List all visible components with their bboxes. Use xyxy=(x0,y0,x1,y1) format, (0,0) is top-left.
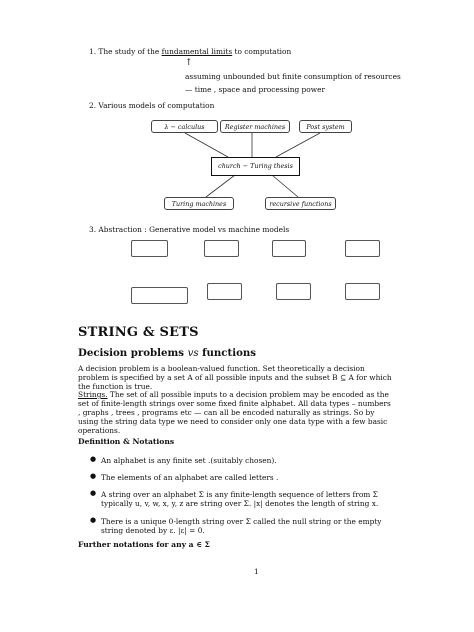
resources-detail: — time , space and processing power xyxy=(185,85,325,94)
item-text: Abstraction : Generative model vs machine models xyxy=(98,225,290,234)
section-title xyxy=(78,325,199,340)
fundamental-limits-text: fundamental limits xyxy=(161,47,233,56)
box-label: church − Turing thesis xyxy=(218,162,293,170)
strings-lead: Strings. xyxy=(78,390,108,399)
empty-box xyxy=(204,240,239,257)
resources-note: assuming unbounded but finite consumption of resources xyxy=(185,72,401,81)
subtitle-vs: vs xyxy=(187,348,199,359)
item-number: 1. xyxy=(89,47,97,56)
box-label: recursive functions xyxy=(269,200,332,208)
connector-recursive xyxy=(272,175,298,197)
definitions-heading-text: Definition & Notations xyxy=(78,437,175,446)
connector-post xyxy=(276,133,320,157)
strings-paragraph xyxy=(78,390,393,435)
page-number: 1 xyxy=(254,567,259,576)
section-title-text: STRING & SETS xyxy=(78,325,199,340)
item-number: 3. xyxy=(89,225,97,234)
subtitle-post: functions xyxy=(202,347,257,359)
register-machines-box xyxy=(220,120,290,133)
bullet-icon: ● xyxy=(90,516,97,524)
item-text: Various models of computation xyxy=(98,101,215,110)
bullet-item-1: An alphabet is any finite set .(suitably chosen). xyxy=(101,456,277,465)
definitions-heading xyxy=(78,437,174,446)
empty-box xyxy=(276,283,311,300)
empty-box xyxy=(207,283,242,300)
further-notations-heading xyxy=(78,540,210,549)
paragraph-text: The set of all possible inputs to a decision problem may be encoded as the set of finite-length strings over some fixed finite alphabet. All data types – numbers , graphs , trees , programs etc — can all be encoded naturally as strings. So by using the string data type we need to consider only one data type with a few basic operations. xyxy=(78,390,391,435)
connector-lambda xyxy=(185,133,228,157)
section-subtitle xyxy=(78,347,256,359)
decision-problem-paragraph xyxy=(78,364,393,391)
bullet-icon: ● xyxy=(90,472,97,480)
box-label: Post system xyxy=(306,123,345,131)
list-item-3 xyxy=(89,225,289,234)
bullet-item-3: A string over an alphabet Σ is any finite-length sequence of letters from Σ typically u, v, w, x, y, z are string over Σ. |x| denotes the length of string x. xyxy=(101,490,379,508)
turing-machines-box xyxy=(164,197,234,210)
item-text-pre: The study of the xyxy=(98,47,160,56)
box-label: λ − calculus xyxy=(164,123,205,131)
up-arrow-icon: ↑ xyxy=(185,58,193,68)
box-label: Register machines xyxy=(224,123,286,131)
empty-box xyxy=(131,240,168,257)
bullet-icon: ● xyxy=(90,489,97,497)
bullet-item-2: The elements of an alphabet are called letters . xyxy=(101,473,279,482)
connector-turing xyxy=(206,175,235,197)
empty-box xyxy=(131,287,188,304)
subtitle-pre: Decision problems xyxy=(78,347,185,359)
church-turing-box xyxy=(211,157,300,176)
recursive-functions-box xyxy=(265,197,336,210)
bullet-icon: ● xyxy=(90,455,97,463)
empty-box xyxy=(272,240,306,257)
further-notations-text: Further notations for any a ∈ Σ xyxy=(78,540,210,549)
empty-box xyxy=(345,283,380,300)
bullet-item-4: There is a unique 0-length string over Σ called the null string or the empty string denoted by ε. |ε| = 0. xyxy=(101,517,382,535)
paragraph-text: A decision problem is a boolean-valued function. Set theoretically a decision problem is specified by a set A of all possible inputs and the subset B ⊆ A for which the function is true. xyxy=(78,364,392,391)
box-label: Turing machines xyxy=(171,200,227,208)
empty-box xyxy=(345,240,380,257)
lambda-calculus-box xyxy=(151,120,218,133)
item-text-post: to computation xyxy=(234,47,292,56)
item-number: 2. xyxy=(89,101,97,110)
post-system-box xyxy=(299,120,352,133)
